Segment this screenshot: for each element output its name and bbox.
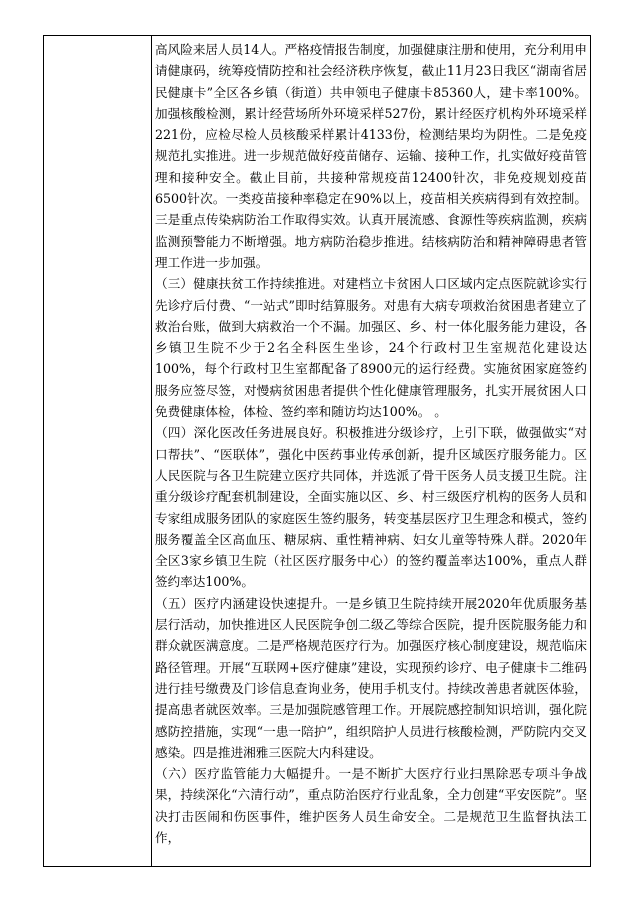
content-cell	[155, 39, 587, 848]
paragraph-medical-reform: （四）深化医改任务进展良好。积极推进分级诊疗，上引下联，做强做实“对口帮扶”、“医联体”，强化中医药事业传承创新，提升区域医疗服务能力。区人民医院与各卫生院建立医疗共同体，并选派了骨干医务人员支援卫生院。注重分级诊疗配套机制建设，全面实施以区、乡、村三级医疗机构的医务人员和专家组成服务团队的家庭医生签约服务，转变基层医疗卫生理念和模式，签约服务覆盖全区高血压、糖尿病、重性精神病、妇女儿童等特殊人群。2020年全区3家乡镇卫生院（社区医疗服务中心）的签约覆盖率达100%，重点人群签约率达100%。	[155, 425, 587, 590]
paragraph-epidemic-prevention: 高风险来居人员14人。严格疫情报告制度，加强健康注册和使用，充分利用申请健康码，统筹疫情防控和社会经济秩序恢复，截止11月23日我区“湖南省居民健康卡”全区各乡镇（街道）共申领电子健康卡85360人，建卡率100%。加强核酸检测，累计经营场所外环境采样527份，累计经医疗机构外环境采样221份，应检尽检人员核酸采样累计4133份，检测结果均为阴性。二是免疫规范扎实推进。进一步规范做好疫苗储存、运输、接种工作，扎实做好疫苗管理和接种安全。截止目前，共接种常规疫苗12400针次，非免疫规划疫苗6500针次。一类疫苗接种率稳定在90%以上，疫苗相关疾病得到有效控制。三是重点传染病防治工作取得实效。认真开展流感、食源性等疾病监测，疾病监测预警能力不断增强。地方病防治稳步推进。结核病防治和精神障碍患者管理工作进一步加强。	[155, 42, 587, 270]
form-table	[43, 35, 591, 867]
paragraph-medical-quality: （五）医疗内涵建设快速提升。一是乡镇卫生院持续开展2020年优质服务基层行活动，加快推进区人民医院争创二级乙等综合医院，提升医院服务能力和群众就医满意度。二是严格规范医疗行为。加强医疗核心制度建设，规范临床路径管理。开展“互联网+医疗健康”建设，实现预约诊疗、电子健康卡二维码进行挂号缴费及门诊信息查询业务，使用手机支付。持续改善患者就医体验，提高患者就医效率。三是加强院感管理工作。开展院感控制知识培训，强化院感防控措施，实现“一患一陪护”，组织陪护人员进行核酸检测，严防院内交叉感染。四是推进湘雅三医院大内科建设。	[155, 595, 587, 760]
paragraph-medical-supervision: （六）医疗监管能力大幅提升。一是不断扩大医疗行业扫黑除恶专项斗争战果，持续深化“六清行动”，重点防治医疗行业乱象，全力创建“平安医院”。坚决打击医闹和伤医事件，维护医务人员生命安全。二是规范卫生监督执法工作，	[155, 766, 587, 845]
label-column	[44, 36, 152, 866]
paragraph-health-poverty-alleviation: （三）健康扶贫工作持续推进。对建档立卡贫困人口区域内定点医院就诊实行先诊疗后付费、“一站式”即时结算服务。对患有大病专项救治贫困患者建立了救治台账，做到大病救治一个不漏。加强区、乡、村一体化服务能力建设，各乡镇卫生院不少于2名全科医生坐诊，24个行政村卫生室规范化建设达100%，每个行政村卫生室都配备了8900元的运行经费。实施贫困家庭签约服务应签尽签，对慢病贫困患者提供个性化健康管理服务，扎实开展贫困人口免费健康体检，体检、签约率和随访均达100%。 。	[155, 276, 587, 420]
